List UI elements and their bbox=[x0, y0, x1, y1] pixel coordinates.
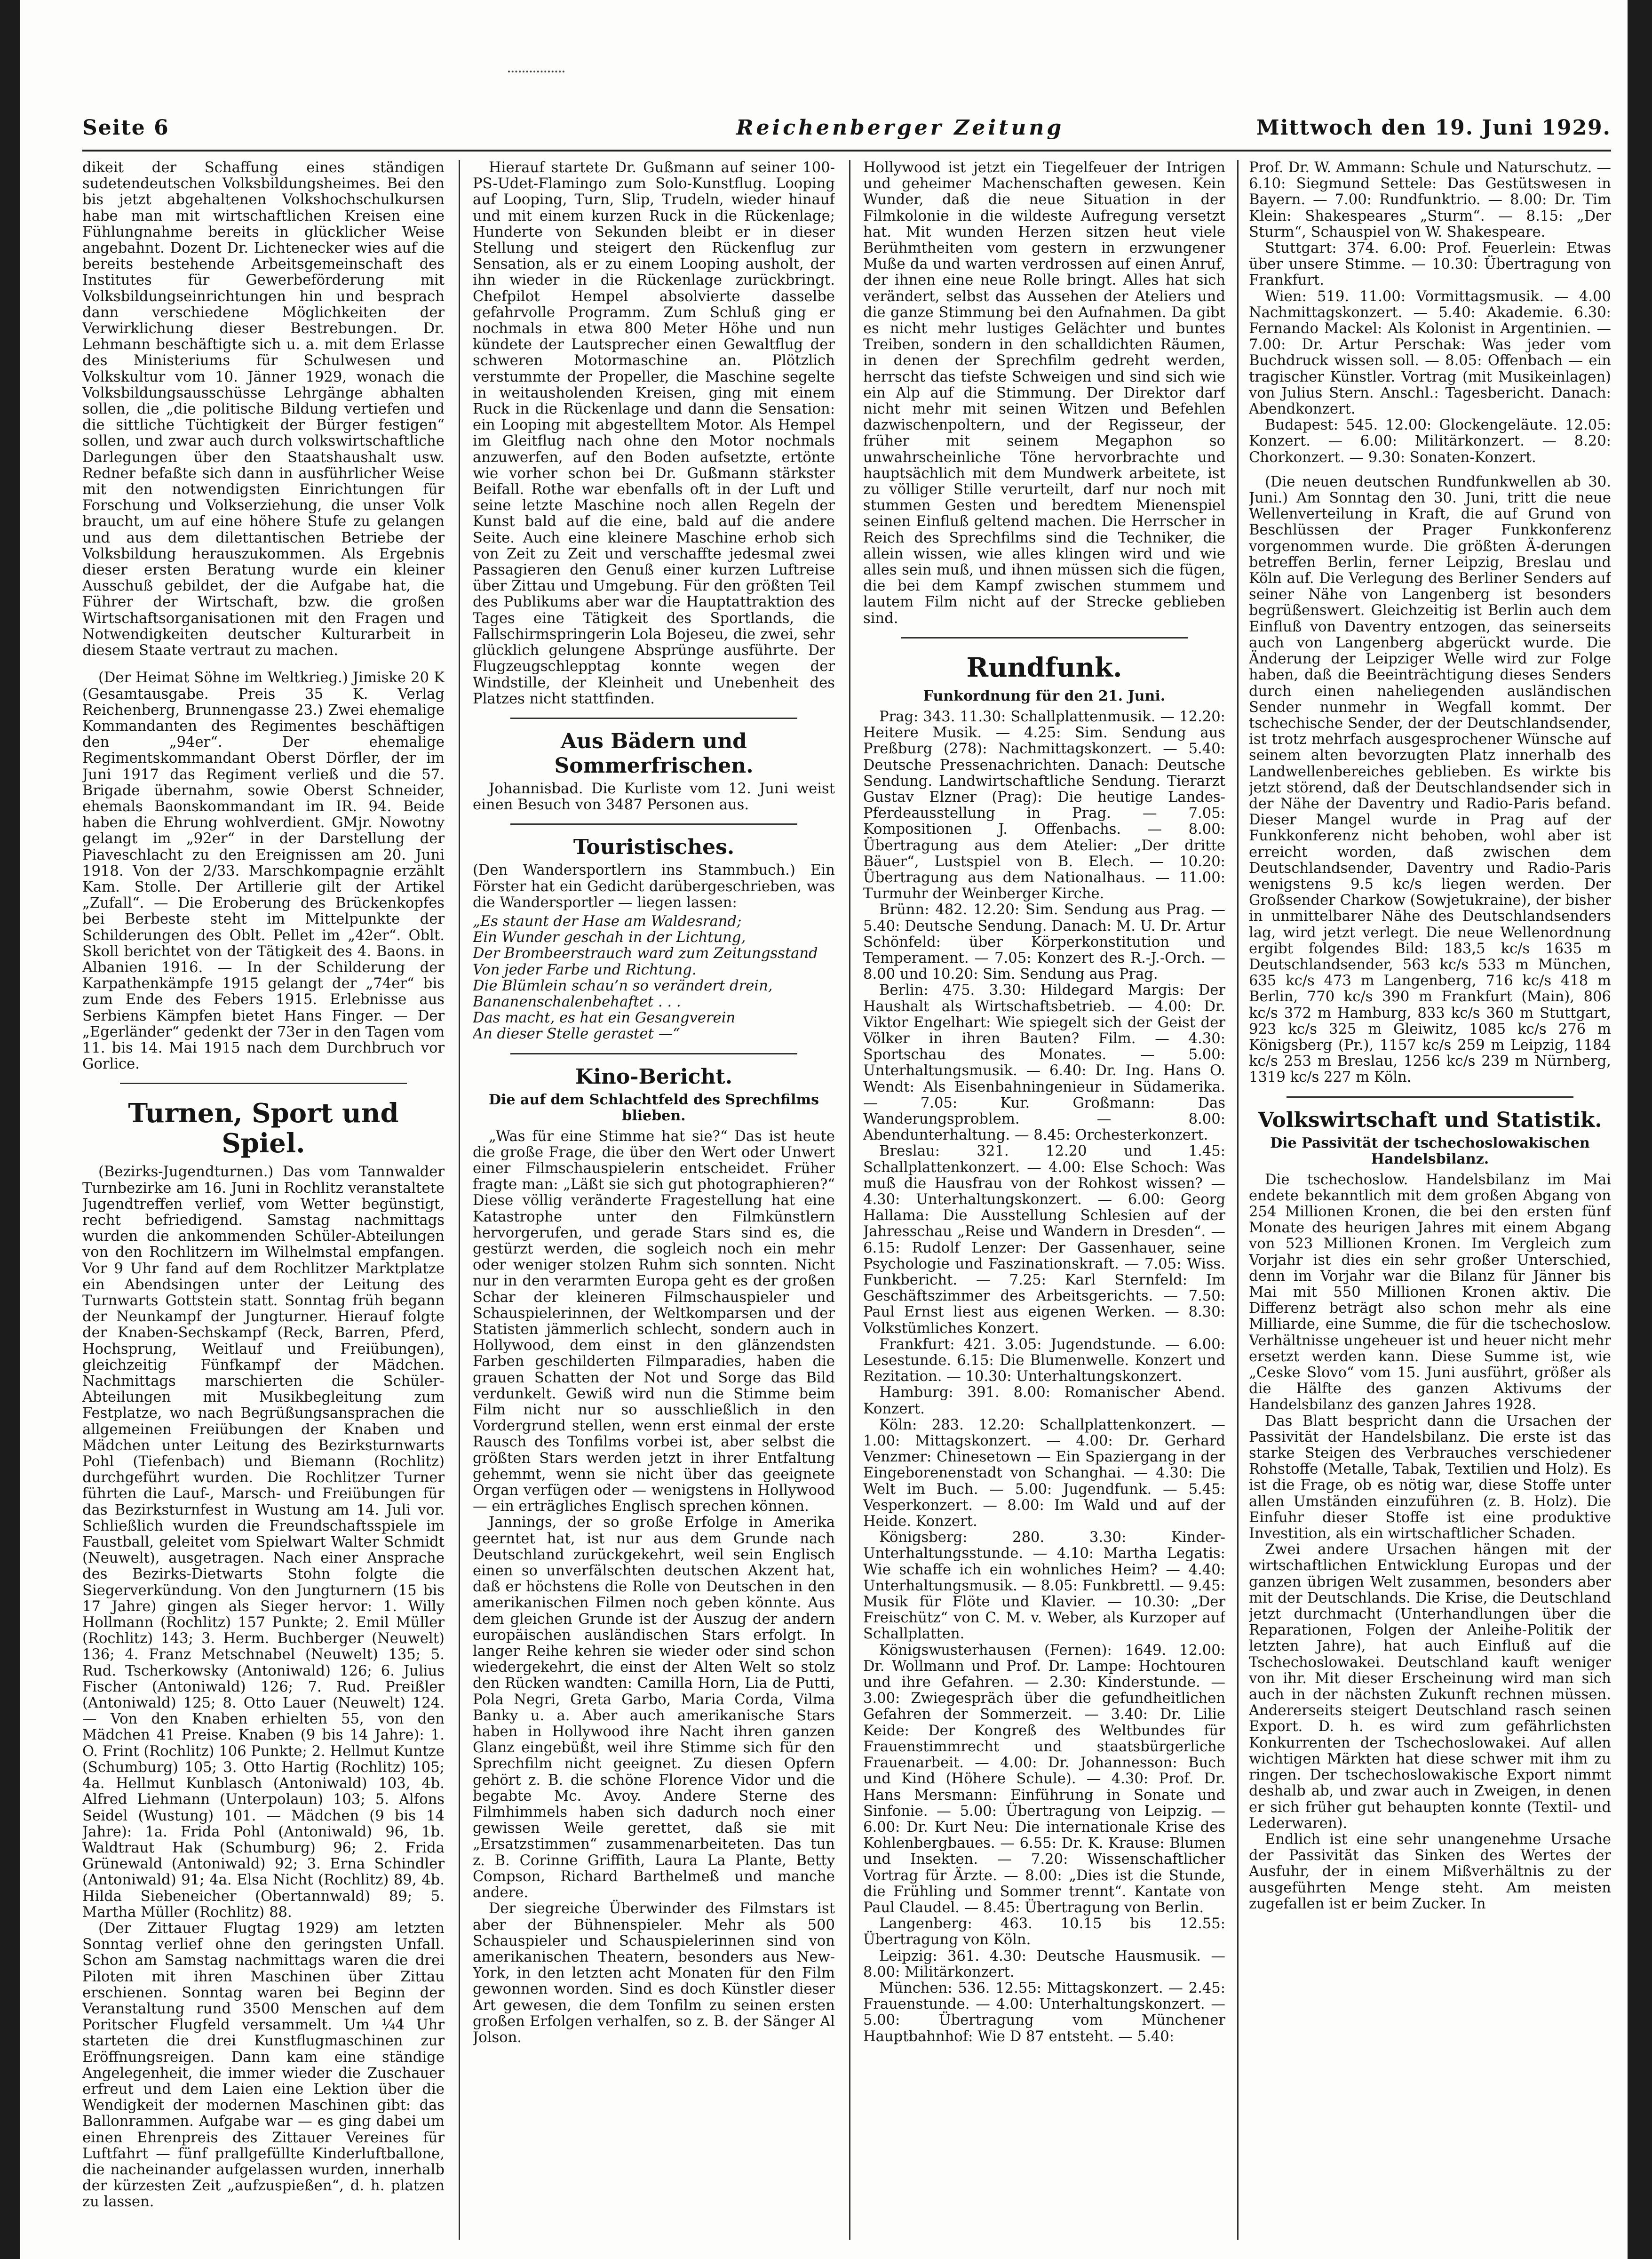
article-text: dikeit der Schaffung eines ständigen sudetendeutschen Volksbildungsheimes. Bei den bis jetzt abgehaltenen Volkshochschulkursen habe man mit wirtschaftlichen Kreisen eine Fühlungnahme bereits in glücklicher Weise angebahnt. Dozent Dr. Lichtenecker wies auf die bereits bestehende Arbeitsgemeinschaft des Institutes für Gewerbeförderung mit Volksbildungseinrichtungen hin und besprach dann verschiedene Möglichkeiten der Verwirklichung dieser Bestrebungen. Dr. Lehmann beschäftigte sich u. a. mit dem Erlasse des Ministeriums für Schulwesen und Volkskultur vom 10. Jänner 1929, wonach die Volksbildungsausschüsse Lehrgänge abhalten sollen, die „die politische Bildung vertiefen und die sittliche Tüchtigkeit der Bürger festigen“ sollen, und zwar auch durch volkswirtschaftliche Darlegungen über den Staatshaushalt usw. Redner befaßte sich dann in ausführlicher Weise mit den notwendigsten Einrichtungen für Forschung und Volkserziehung, die unser Volk braucht, um auf eine höhere Stufe zu gelangen und aus dem dilettantischen Betriebe der Volksbildung herauszukommen. Als Ergebnis dieser ersten Beratung wurde ein kleiner Ausschuß gebildet, der die Aufgabe hat, die Führer der Wirtschaft, bzw. die großen Wirtschaftsorganisationen mit den Fragen und Notwendigkeiten deutscher Kulturarbeit in diesem Staate vertraut zu machen. bbox=[82, 160, 445, 659]
divider bbox=[1287, 1096, 1573, 1098]
radio-program: Leipzig: 361. 4.30: Deutsche Hausmusik. — 8.00: Militärkonzert. bbox=[863, 1948, 1225, 1980]
radio-program: Prof. Dr. W. Ammann: Schule und Naturschutz. — 6.10: Siegmund Settele: Das Gestütswesen in Bayern. — 7.00: Rundfunktrio. — 8.00: Dr. Tim Klein: Shakespeares „Sturm“. — 8.15: „Der Sturm“, Schauspiel von W. Shakespeare. bbox=[1249, 160, 1611, 240]
poem-line: „Es staunt der Hase am Waldesrand; bbox=[473, 913, 742, 930]
poem-line: Ein Wunder geschah in der Lichtung, bbox=[473, 929, 746, 946]
section-heading: Kino-Bericht. bbox=[575, 1064, 733, 1089]
column-3 bbox=[863, 160, 1225, 2240]
column-2 bbox=[473, 160, 835, 2240]
radio-program: Breslau: 321. 12.20 und 1.45: Schallplattenkonzert. — 4.00: Else Schoch: Was muß die Hausfrau von der Rohkost wissen? — 4.30: Unterhaltungskonzert. — 6.00: Georg Hallama: Die Ausstellung Schlesien auf der Jahresschau „Reise und Wandern in Dresden“. — 6.15: Rudolf Lenzer: Der Gassenhauer, seine Psychologie und Faszinationskraft. — 7.05: Wiss. Funkbericht. — 7.25: Karl Sternfeld: Im Geschäftszimmer des Arbeitsgerichts. — 7.50: Paul Ernst liest aus eigenen Werken. — 8.30: Volkstümliches Konzert. bbox=[863, 1143, 1225, 1337]
article-text: Johannisbad. Die Kurliste vom 12. Juni weist einen Besuch von 3487 Personen aus. bbox=[473, 780, 835, 814]
divider bbox=[120, 1083, 407, 1084]
column-rule bbox=[459, 160, 460, 2240]
poem-line: An dieser Stelle gerastet —“ bbox=[473, 1026, 680, 1043]
radio-program: Wien: 519. 11.00: Vormittagsmusik. — 4.00 Nachmittagskonzert. — 5.40: Akademie. 6.30: Fernando Mackel: Als Kolonist in Argentinien. — 7.00: Dr. Artur Perschak: Was jeder vom Buchdruck wissen soll. — 8.05: Offenbach — ein tragischer Künstler. Vortrag (mit Musikeinlagen) von Julius Stern. Anschl.: Tagesbericht. Danach: Abendkonzert. bbox=[1249, 288, 1611, 418]
radio-program: Brünn: 482. 12.20: Sim. Sendung aus Prag. — 5.40: Deutsche Sendung. Danach: M. U. Dr. Artur Schönfeld: über Körperkonstitution und Temperament. — 7.05: Konzert des R.-J.-Orch. — 8.00 und 10.20: Sim. Sendung aus Prag. bbox=[863, 902, 1225, 983]
poem-line: Das macht, es hat ein Gesangverein bbox=[473, 1010, 736, 1027]
article-text: Die tschechoslow. Handelsbilanz im Mai endete bekanntlich mit dem großen Abgang von 254 Millionen Kronen, die bei den ersten fünf Monate des heurigen Jahres mit einem Abgang von 523 Millionen Kronen. Im Vergleich zum Vorjahr ist dies ein sehr großer Unterschied, denn im Vorjahr war die Bilanz für Jänner bis Mai mit 550 Millionen Kronen aktiv. Die Differenz beträgt also schon mehr als eine Milliarde, eine Summe, die für die tschechoslow. Verhältnisse ungeheuer ist und heuer nicht mehr ersetzt werden kann. Diese Summe ist, wie „Ceske Slovo“ vom 15. Juni ausführt, größer als die Hälfte des ganzen Aktivums der Handelsbilanz des ganzen Jahres 1928. bbox=[1249, 1171, 1611, 1413]
radio-program: München: 536. 12.55: Mittagskonzert. — 2.45: Frauenstunde. — 4.00: Unterhaltungskonzert. — 5.00: Übertragung vom Münchener Hauptbahnhof: Wie D 87 entsteht. — 5.40: bbox=[863, 1980, 1225, 2045]
article-subheading: Die Passivität der tschechoslowakischen Handelsbilanz. bbox=[1270, 1134, 1590, 1167]
poem-line: Der Brombeerstrauch ward zum Zeitungsstand bbox=[473, 945, 818, 962]
article-text: „Was für eine Stimme hat sie?“ Das ist heute die große Frage, die über den Wert oder Unwert einer Filmschauspielerin entscheidet. Früher fragte man: „Läßt sie sich gut photographieren?“ Diese völlig veränderte Fragestellung hat eine Katastrophe unter den Filmkünstlern hervorgerufen, und gerade Stars sind es, die gestürzt werden, die sogleich noch ein mehr oder weniger stolzen Ruhm sich sonnten. Nicht nur in den verarmten Europa geht es der großen Schar der kleineren Filmschauspieler und Schauspielerinnen, der Weltkomparsen und der Statisten jämmerlich schlecht, sondern auch in Hollywood, dem einst in den glänzendsten Farben geschilderten Filmparadies, haben die grauen Schatten der Not und Sorge das Bild verdunkelt. Gewiß wird nun die Stimme beim Film nicht nur so ausschließlich in den Vordergrund stellen, wenn erst einmal der erste Rausch des Tonfilms vorbei ist, aber selbst die größten Stars werden jetzt in ihrer Entfaltung gehemmt, wenn sie nicht über das geeignete Organ verfügen oder — wenigstens in Hollywood — ein erträgliches Englisch sprechen können. bbox=[473, 1128, 835, 1515]
radio-program: Stuttgart: 374. 6.00: Prof. Feuerlein: Etwas über unsere Stimme. — 10.30: Übertragung von Frankfurt. bbox=[1249, 240, 1611, 289]
radio-program: Frankfurt: 421. 3.05: Jugendstunde. — 6.00: Lesestunde. 6.15: Die Blumenwelle. Konzert und Rezitation. — 10.30: Unterhaltungskonzert. bbox=[863, 1336, 1225, 1385]
section-heading: Touristisches. bbox=[573, 835, 735, 860]
section-heading: Volkswirtschaft und Statistik. bbox=[1258, 1108, 1602, 1132]
radio-program: Königswusterhausen (Fernen): 1649. 12.00: Dr. Wollmann und Prof. Dr. Lampe: Hochtouren und ihre Gefahren. — 2.30: Kinderstunde. — 3.00: Zwiegespräch über die gefundheitlichen Gefahren der Sommerzeit. — 3.40: Dr. Lilie Keide: Der Kongreß des Weltbundes für Frauenstimmrecht und staatsbürgerliche Frauenarbeit. — 4.00: Dr. Johannesson: Buch und Kind (Höhere Schule). — 4.30: Prof. Dr. Hans Mersmann: Einführung in Sonate und Sinfonie. — 5.00: Übertragung von Leipzig. — 6.00: Dr. Kurt Neu: Die internationale Krise des Kohlenbergbaues. — 6.55: Dr. K. Krause: Blumen und Insekten. — 7.20: Wissenschaftlicher Vortrag für Ärzte. — 8.00: „Dies ist die Stunde, die Frühling und Sommer trennt“. Kantate von Paul Claudel. — 8.45: Übertragung von Berlin. bbox=[863, 1642, 1225, 1916]
article-text: Hierauf startete Dr. Gußmann auf seiner 100-PS-Udet-Flamingo zum Solo-Kunstflug. Looping auf Looping, Turn, Slip, Trudeln, wieder hinauf und mit einem kurzen Ruck in die Rückenlage; Hunderte von Sekunden bleibt er in dieser Stellung und steigert den Rückenflug zur Sensation, als er zu einem Looping ausholt, der ihn wieder in die Rückenlage zurückbringt. Chefpilot Hempel absolvierte dasselbe gefahrvolle Programm. Zum Schluß ging er nochmals in etwa 800 Meter Höhe und nun kündete der Lautsprecher einen Gewaltflug der schweren Motormaschine an. Plötzlich verstummte der Propeller, die Maschine segelte in weitausholenden Kreisen, ging mit einem Ruck in die Rückenlage und dann die Sensation: ein Looping mit abgestelltem Motor. Als Hempel im Gleitflug nach ohne den Motor nochmals anzuwerfen, auf den Boden aufsetzte, ertönte wie vorher schon bei Dr. Gußmann stärkster Beifall. Rothe war ebenfalls oft in der Luft und seine letzte Maschine noch allen Regeln der Kunst bald auf die eine, bald auf die andere Seite. Auch eine kleinere Maschine erhob sich von Zeit zu Zeit und verschaffte jedesmal zwei Passagieren den Genuß einer kurzen Luftreise über Zittau und Umgebung. Für den größten Teil des Publikums aber war die Hauptattraktion des Tages eine Tätigkeit des Sportlands, die Fallschirmspringerin Lola Bojeseu, die zwei, sehr glücklich gelungene Absprünge ausführte. Der Flugzeugschlepptag konnte wegen der Windstille, der Kleinheit und Unebenheit des Platzes nicht stattfinden. bbox=[473, 160, 835, 707]
column-rule bbox=[849, 160, 850, 2240]
divider bbox=[510, 1053, 797, 1054]
scan-right-border bbox=[1628, 0, 1652, 2259]
article-text: Hollywood ist jetzt ein Tiegelfeuer der Intrigen und geheimer Machenschaften gewesen. Kein Wunder, daß die neue Situation in der Filmkolonie in die wildeste Aufregung versetzt hat. Mit wunden Herzen sitzen heut viele Berühmtheiten vom gestern in erzwungener Muße da und warten verdrossen auf einen Anruf, der ihnen eine neue Rolle bringt. Alles hat sich verändert, selbst das Aussehen der Ateliers und die ganze Stimmung bei den Aufnahmen. Da gibt es nicht mehr lustiges Gelächter und buntes Treiben, sondern in den schalldichten Räumen, in denen der Sprechfilm gedreht werden, herrscht das tiefste Schweigen und sind sich wie ein Alp auf die Stimmung. Der Direktor darf nicht mehr mit seinen Witzen und Befehlen dazwischenpoltern, und der Regisseur, der früher mit seinem Megaphon so unwahrscheinliche Töne hervorbrachte und hauptsächlich mit dem Mundwerk arbeitete, ist zu völliger Stille verurteilt, darf nur noch mit stummen Gesten und beredtem Mienenspiel seinen Einfluß geltend machen. Die Herrscher in Reich des Sprechfilms sind die Techniker, die allein wissen, wie alles klingen wird und wie alles sein muß, und ihnen müssen sich die fügen, die bei dem Kampf zwischen stummem und lautem Film nicht auf der Strecke geblieben sind. bbox=[863, 160, 1225, 627]
article-text: Endlich ist eine sehr unangenehme Ursache der Passivität das Sinken des Wertes der Ausfuhr, der in einem Mißverhältnis zu der ausgeführten Menge steht. Am meisten zugefallen ist er beim Zucker. In bbox=[1249, 1831, 1611, 1912]
radio-program: Hamburg: 391. 8.00: Romanischer Abend. Konzert. bbox=[863, 1384, 1225, 1417]
column-area bbox=[82, 160, 1611, 2240]
poem-line: Bananenschalenbehaftet . . . bbox=[473, 993, 681, 1010]
poem-line: Die Blümlein schau’n so verändert drein, bbox=[473, 977, 773, 994]
section-heading: Turnen, Sport und Spiel. bbox=[128, 1098, 399, 1159]
article-text: (Der Heimat Söhne im Weltkrieg.) Jimiske 20 K (Gesamtausgabe. Preis 35 K. Verlag Reichenberg, Brunnengasse 23.) Zwei ehemalige Kommandanten des Regimentes beschäftigen den „94er“. Der ehemalige Regimentskommandant Oberst Dörfler, der im Juni 1917 das Regiment verließ und die 57. Brigade übernahm, sowie Oberst Schneider, ehemals Baonskommandant im IR. 94. Beide haben die Ehrung wohlverdient. GMjr. Nowotny gelangt im „92er“ in der Darstellung der Piaveschlacht zu den Ereignissen am 20. Juni 1918. Von der 2/33. Marschkompagnie erzählt Kam. Stolle. Der Artillerie gilt der Artikel „Zufall“. — Die Eroberung des Brückenkopfes bei Berbeste steht im Mittelpunkte der Schilderungen des Oblt. Pellet im „42er“. Oblt. Skoll berichtet von der Tätigkeit des 4. Baons. in Albanien 1916. — In der Schilderung der Karpathenkämpfe 1915 gelangt der „74er“ bis zum Ende des Febers 1915. Erlebnisse aus Serbiens Kämpfen bietet Hans Finger. — Der „Egerländer“ gedenkt der 73er in den Tagen vom 11. bis 14. Mai 1915 nach dem Durchbruch vor Gorlice. bbox=[82, 670, 445, 1073]
poem-line: Von jeder Farbe und Richtung. bbox=[473, 961, 697, 978]
page-header bbox=[82, 112, 1611, 152]
column-1 bbox=[82, 160, 445, 2240]
article-text: Der siegreiche Überwinder des Filmstars ist aber der Bühnenspieler. Mehr als 500 Schauspieler und Schauspielerinnen sind von amerikanischen Theatern, besonders aus New-York, in den letzten acht Monaten für den Film gewonnen worden. Sind es doch Künstler dieser Art gewesen, die dem Tonfilm zu seinen ersten großen Erfolgen verhalfen, so z. B. der Sänger Al Jolson. bbox=[473, 1900, 835, 2046]
divider bbox=[901, 637, 1188, 639]
divider bbox=[510, 718, 797, 719]
article-text: (Die neuen deutschen Rundfunkwellen ab 30. Juni.) Am Sonntag den 30. Juni, tritt die neue Wellenverteilung in Kraft, die auf Grund von Beschlüssen der Prager Funkkonferenz vorgenommen wurde. Die größten Ä-derungen betreffen Berlin, ferner Leipzig, Breslau und Köln auf. Die Verlegung des Berliner Senders auf seiner Nähe von Langenberg ist besonders begrüßenswert. Gleichzeitig ist Berlin auch dem Einfluß von Daventry entzogen, das seinerseits auch von Langenberg abgerückt wurde. Die Änderung der Leipziger Welle wird zur Folge haben, daß die Beeinträchtigung dieses Senders durch einen naheliegenden ausländischen Sender nunmehr in Wegfall kommt. Der tschechische Sender, der der Deutschlandsender, ist trotz mehrfach ausgesprochener Wünsche auf seinem alten bevorzugten Platz innerhalb des Landwellenbereiches geblieben. Es wirkte bis jetzt störend, daß der Deutschlandsender sich in der Nähe der Daventry und Radio-Paris befand. Dieser Mangel wurde in Prag auf der Funkkonferenz nicht behoben, wohl aber ist erreicht worden, daß zwischen dem Deutschlandsender, Daventry und Radio-Paris wenigstens 9.5 kc/s liegen werden. Der Großsender Charkow (Sowjetukraine), der bisher in unmittelbarer Nähe des Deutschlandsenders lag, wird jetzt verlegt. Die neue Wellenordnung ergibt folgendes Bild: 183,5 kc/s 1635 m Deutschlandsender, 563 kc/s 533 m München, 635 kc/s 473 m Langenberg, 716 kc/s 418 m Berlin, 770 kc/s 390 m Frankfurt (Main), 806 kc/s 372 m Hamburg, 833 kc/s 360 m Stuttgart, 923 kc/s 325 m Gleiwitz, 1085 kc/s 276 m Königsberg (Pr.), 1157 kc/s 259 m Leipzig, 1184 kc/s 253 m Breslau, 1256 kc/s 239 m Nürnberg, 1319 kc/s 227 m Köln. bbox=[1249, 473, 1611, 1086]
issue-date: Mittwoch den 19. Juni 1929. bbox=[1256, 116, 1611, 140]
scan-left-border bbox=[0, 0, 20, 2259]
article-text: (Bezirks-Jugendturnen.) Das vom Tannwalder Turnbezirke am 16. Juni in Rochlitz veranstaltete Jugendtreffen verlief, vom Wetter begünstigt, recht befriedigend. Samstag nachmittags wurden die ankommenden Schüler-Abteilungen von den Rochlitzern im Wilhelmstal empfangen. Vor 9 Uhr fand auf dem Rochlitzer Marktplatze ein Abendsingen unter der Leitung des Turnwarts Gottstein statt. Sonntag früh begann der Neunkampf der Jungturner. Hierauf folgte der Knaben-Sechskampf (Reck, Barren, Pferd, Hochsprung, Weitlauf und Freiübungen), gleichzeitig Fünfkampf der Mädchen. Nachmittags marschierten die Schüler-Abteilungen mit Musikbegleitung zum Festplatze, wo nach Begrüßungsansprachen die allgemeinen Freiübungen der Knaben und Mädchen unter Leitung des Bezirksturnwarts Pohl (Tiefenbach) und Biemann (Rochlitz) durchgeführt wurden. Die Rochlitzer Turner führten die Lauf-, Marsch- und Freiübungen für das Bezirksturnfest in Wustung am 14. Juli vor. Schließlich wurden die Freundschaftsspiele im Faustball, geleitet vom Spielwart Walter Schmidt (Neuwelt), ausgetragen. Nach einer Ansprache des Bezirks-Dietwarts Stohn folgte die Siegerverkündung. Von den Jungturnern (15 bis 17 Jahre) gingen als Sieger hervor: 1. Willy Hollmann (Rochlitz) 157 Punkte; 2. Emil Müller (Rochlitz) 143; 3. Herm. Buchberger (Neuwelt) 136; 4. Franz Metschnabel (Neuwelt) 135; 5. Rud. Tscherkowsky (Antoniwald) 126; 6. Julius Fischer (Antoniwald) 126; 7. Rud. Preißler (Antoniwald) 125; 8. Otto Lauer (Neuwelt) 124. — Von den Knaben erhielten 55, von den Mädchen 41 Preise. Knaben (9 bis 14 Jahre): 1. O. Frint (Rochlitz) 106 Punkte; 2. Hellmut Kuntze (Schumburg) 105; 3. Otto Hartig (Rochlitz) 105; 4a. Hellmut Kunblasch (Antoniwald) 103, 4b. Alfred Liehmann (Unterpolaun) 103; 5. Alfons Seidel (Wustung) 101. — Mädchen (9 bis 14 Jahre): 1a. Frida Pohl (Antoniwald) 96, 1b. Waldtraut Hak (Schumburg) 96; 2. Frida Grünewald (Antoniwald) 92; 3. Erna Schindler (Antoniwald) 91; 4a. Elsa Nicht (Rochlitz) 89, 4b. Hilda Siebeneicher (Obertannwald) 89; 5. Martha Müller (Rochlitz) 88. bbox=[82, 1164, 445, 1921]
article-text: Jannings, der so große Erfolge in Amerika geerntet hat, ist nur aus dem Grunde nach Deutschland zurückgekehrt, weil sein Englisch einen so unverfälschten deutschen Akzent hat, daß er höchstens die Rolle von Deutschen in den amerikanischen Filmen noch geben könnte. Aus dem gleichen Grunde ist der Auszug der andern europäischen ausländischen Stars erfolgt. In langer Reihe kehren sie wieder oder sind schon wiedergekehrt, die einst der Alten Welt so stolz den Rücken wandten: Camilla Horn, Lia de Putti, Pola Negri, Greta Garbo, Maria Corda, Vilma Banky u. a. Aber auch amerikanische Stars haben in Hollywood ihre Nacht ihren ganzen Glanz eingebüßt, weil ihre Stimme sich für den Sprechfilm nicht geeignet. Zu diesen Opfern gehört z. B. die schöne Florence Vidor und die begabte Mc. Avoy. Andere Sterne des Filmhimmels haben sich dadurch noch einer gewissen Weile gerettet, daß sie mit „Ersatzstimmen“ zusammenarbeiteten. Das tun z. B. Corinne Griffith, Laura La Plante, Betty Compson, Richard Barthelmeß und manche andere. bbox=[473, 1514, 835, 1901]
radio-program: Langenberg: 463. 10.15 bis 12.55: Übertragung von Köln. bbox=[863, 1916, 1225, 1948]
article-text: Zwei andere Ursachen hängen mit der wirtschaftlichen Entwicklung Europas und der ganzen übrigen Welt zusammen, besonders aber mit der Deutschlands. Die Krise, die Deutschland jetzt durchmacht (Unterhandlungen über die Reparationen, Folgen der Anleihe-Politik der letzten Jahre), hat auch Einfluß auf die Tschechoslowakei. Deutschland kauft weniger von ihr. Mit dieser Erscheinung wird man sich auch in der nächsten Zukunft rechnen müssen. Andererseits steigert Deutschland rasch seinen Export. D. h. es wird zum gefährlichsten Konkurrenten der Tschechoslowakei. Auf allen wichtigen Märkten hat diese schwer mit ihm zu ringen. Der tschechoslowakische Export nimmt deshalb ab, und zwar auch in Zweigen, in denen er sich früher gut behaupten konnte (Textil- und Lederwaren). bbox=[1249, 1541, 1611, 1832]
article-subheading: Die auf dem Schlachtfeld des Sprechfilms blieben. bbox=[489, 1091, 819, 1124]
column-4 bbox=[1249, 160, 1611, 2240]
article-text: (Den Wandersportlern ins Stammbuch.) Ein Förster hat ein Gedicht darübergeschrieben, was die Wandersportler — liegen lassen: bbox=[473, 862, 835, 911]
article-text: Das Blatt bespricht dann die Ursachen der Passivität der Handelsbilanz. Die erste ist das starke Steigen des Verbrauches verschiedener Rohstoffe (Metalle, Tabak, Textilien und Holz). Es ist die Frage, ob es nötig war, diese Stoffe unter allen Umständen einzuführen (z. B. Holz). Die Einfuhr dieser Stoffe ist eine produktive Investition, als ein wirtschaftlicher Schaden. bbox=[1249, 1413, 1611, 1542]
section-heading: Aus Bädern und Sommerfrischen. bbox=[554, 729, 754, 778]
article-subheading: Funkordnung für den 21. Juni. bbox=[923, 687, 1166, 704]
radio-program: Prag: 343. 11.30: Schallplattenmusik. — 12.20: Heitere Musik. — 4.25: Sim. Sendung aus Preßburg (278): Nachmittagskonzert. — 5.40: Deutsche Pressenachrichten. Danach: Deutsche Sendung. Landwirtschaftliche Sendung. Tierarzt Gustav Elzner (Prag): Die heutige Landes-Pferdeausstellung in Prag. — 7.05: Kompositionen J. Offenbachs. — 8.00: Übertragung aus dem Atelier: „Der dritte Bäuer“, Lustspiel von B. Elech. — 10.20: Übertragung aus dem Nationalhaus. — 11.00: Turmuhr der Weinberger Kirche. bbox=[863, 708, 1225, 902]
section-heading: Rundfunk. bbox=[966, 652, 1122, 683]
article-text: (Der Zittauer Flugtag 1929) am letzten Sonntag verlief ohne den geringsten Unfall. Schon am Samstag nachmittags waren die drei Piloten mit ihren Maschinen über Zittau erschienen. Sonntag waren bei Beginn der Veranstaltung rund 3500 Menschen auf dem Poritscher Flugfeld versammelt. Um ¼4 Uhr starteten die drei Kunstflugmaschinen zur Eröffnungsreigen. Dann kam eine ständige Angelegenheit, die immer wieder die Zuschauer erfreut und dem Laien eine Lektion über die Wendigkeit der modernen Maschinen gibt: das Ballonrammen. Aufgabe war — es ging dabei um einen Ehrenpreis des Zittauer Vereines für Luftfahrt — fünf prallgefüllte Kinderluftballone, die nacheinander aufgelassen wurden, innerhalb der kürzesten Zeit „aufzuspießen“, d. h. platzen zu lassen. bbox=[82, 1920, 445, 2211]
radio-program: Köln: 283. 12.20: Schallplattenkonzert. — 1.00: Mittagskonzert. — 4.00: Dr. Gerhard Venzmer: Chinesetown — Ein Spaziergang in der Eingeborenenstadt von Schanghai. — 4.30: Die Welt im Buch. — 5.00: Jugendfunk. — 5.45: Vesperkonzert. — 8.00: Im Wald und auf der Heide. Konzert. bbox=[863, 1416, 1225, 1530]
divider bbox=[510, 823, 797, 825]
radio-program: Budapest: 545. 12.00: Glockengeläute. 12.05: Konzert. — 6.00: Militärkonzert. — 8.20: Chorkonzert. — 9.30: Sonaten-Konzert. bbox=[1249, 417, 1611, 466]
newspaper-title: Reichenberger Zeitung bbox=[736, 116, 1064, 140]
top-scan-mark bbox=[508, 71, 564, 77]
radio-program: Königsberg: 280. 3.30: Kinder-Unterhaltungsstunde. — 4.10: Martha Legatis: Wie schaffe ich ein wohnliches Heim? — 4.40: Unterhaltungsmusik. — 8.05: Funkbrettl. — 9.45: Musik für Flöte und Klavier. — 10.30: „Der Freischütz“ von C. M. v. Weber, als Kurzoper auf Schallplatten. bbox=[863, 1529, 1225, 1643]
radio-program: Berlin: 475. 3.30: Hildegard Margis: Der Haushalt als Wirtschaftsbetrieb. — 4.00: Dr. Viktor Engelhart: Wie spiegelt sich der Geist der Völker in ihren Bauten? Film. — 4.30: Sportschau des Monates. — 5.00: Unterhaltungsmusik. — 6.40: Dr. Ing. Hans O. Wendt: Als Eisenbahningenieur in Südamerika. — 7.05: Kur. Großmann: Das Wanderungsproblem. — 8.00: Abendunterhaltung. — 8.45: Orchesterkonzert. bbox=[863, 982, 1225, 1144]
page-number: Seite 6 bbox=[82, 116, 169, 140]
column-rule bbox=[1237, 160, 1239, 2240]
poem bbox=[473, 914, 835, 1043]
